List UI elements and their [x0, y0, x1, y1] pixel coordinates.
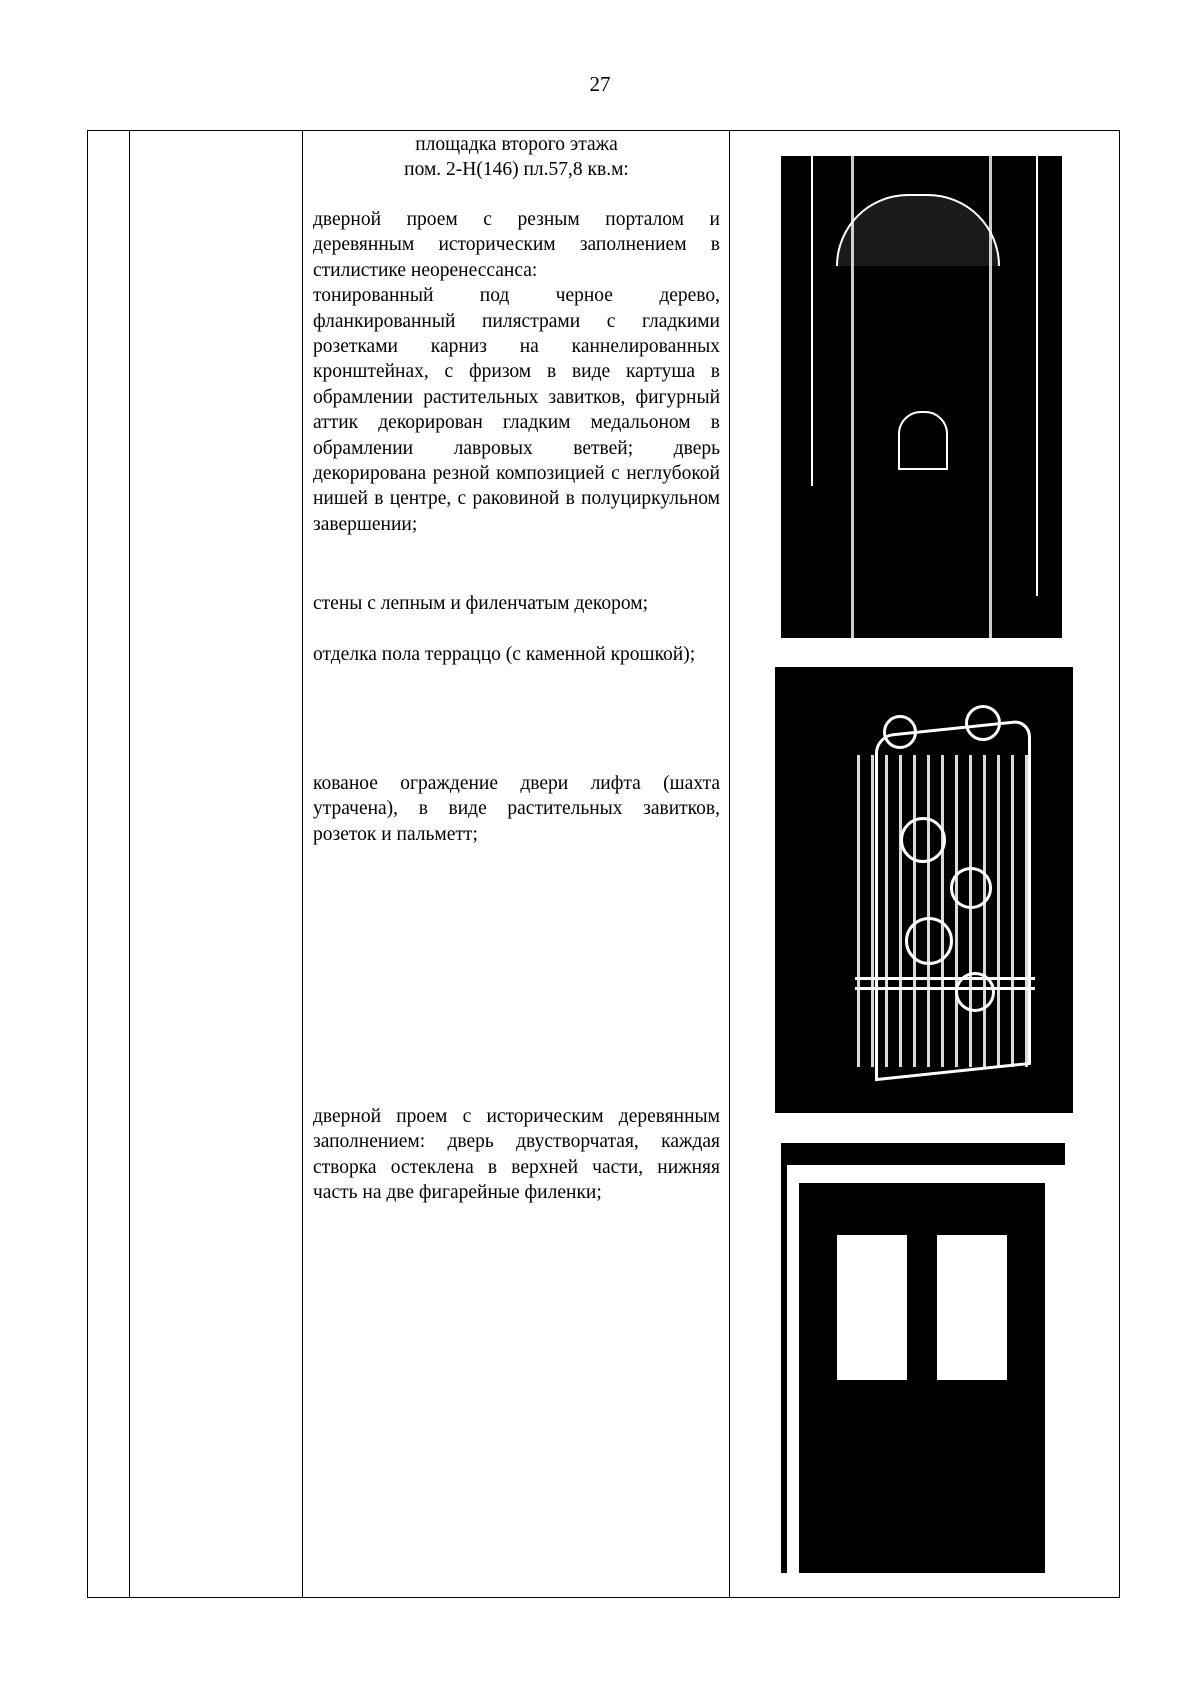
door-niche [898, 411, 948, 470]
heading-line: пом. 2-Н(146) пл.57,8 кв.м: [404, 159, 629, 181]
pilaster-highlight [851, 156, 854, 638]
attic-pediment [836, 194, 1000, 266]
item-door-portal [313, 207, 720, 537]
photo-detail [781, 1143, 787, 1573]
heading-line: площадка второго этажа [415, 134, 618, 155]
item-details: тонированный под черное дерево, фланкированный пилястрами с гладкими розетками карниз на каннелированных кронштейнах, с фризом в виде картуша в обрамлении растительных завитков, фигурный аттик декорирован гладким медальоном в обрамлении лавровых ветвей; дверь декорирована резной композицией с неглубокой нишей в центре, с раковиной в полуциркульном завершении; [313, 285, 720, 535]
scroll-ornament [965, 705, 1001, 741]
description-column [313, 131, 720, 1204]
gate-rail [855, 987, 1035, 990]
scroll-ornament [905, 917, 953, 965]
lift-gate-photo [775, 667, 1073, 1113]
object-table [87, 130, 1120, 1598]
item-lift-gate: кованое ограждение двери лифта (шахта утрачена), в виде растительных завитков, розеток и пальметт; [313, 773, 720, 845]
photo-detail [781, 1143, 1065, 1165]
page-number: 27 [589, 72, 611, 96]
door-leaves [799, 1183, 1045, 1573]
door-portal-photo [781, 156, 1062, 638]
photo-detail [789, 156, 813, 486]
glass-pane [937, 1235, 1007, 1380]
glass-pane [837, 1235, 907, 1380]
photo-detail [1036, 156, 1056, 596]
item-walls: стены с лепным и филенчатым декором; [313, 593, 649, 614]
gate-rail [855, 977, 1035, 980]
column-divider [729, 131, 730, 1597]
column-divider [129, 131, 130, 1597]
column-divider [302, 131, 303, 1597]
item-floor: отделка пола терраццо (с каменной крошкой); [313, 644, 696, 665]
item-text: дверной проем с резным порталом и деревянным историческим заполнением в стилистике неоренессанса: [313, 209, 720, 281]
scroll-ornament [883, 715, 917, 749]
pilaster-highlight [989, 156, 992, 638]
double-door-photo [781, 1143, 1065, 1573]
scroll-ornament [950, 867, 992, 909]
scroll-ornament [900, 817, 946, 863]
item-double-door: дверной проем с историческим деревянным заполнением: дверь двустворчатая, каждая створка остеклена в верхней части, нижняя часть на две фигарейные филенки; [313, 1106, 720, 1204]
section-heading [313, 132, 720, 183]
